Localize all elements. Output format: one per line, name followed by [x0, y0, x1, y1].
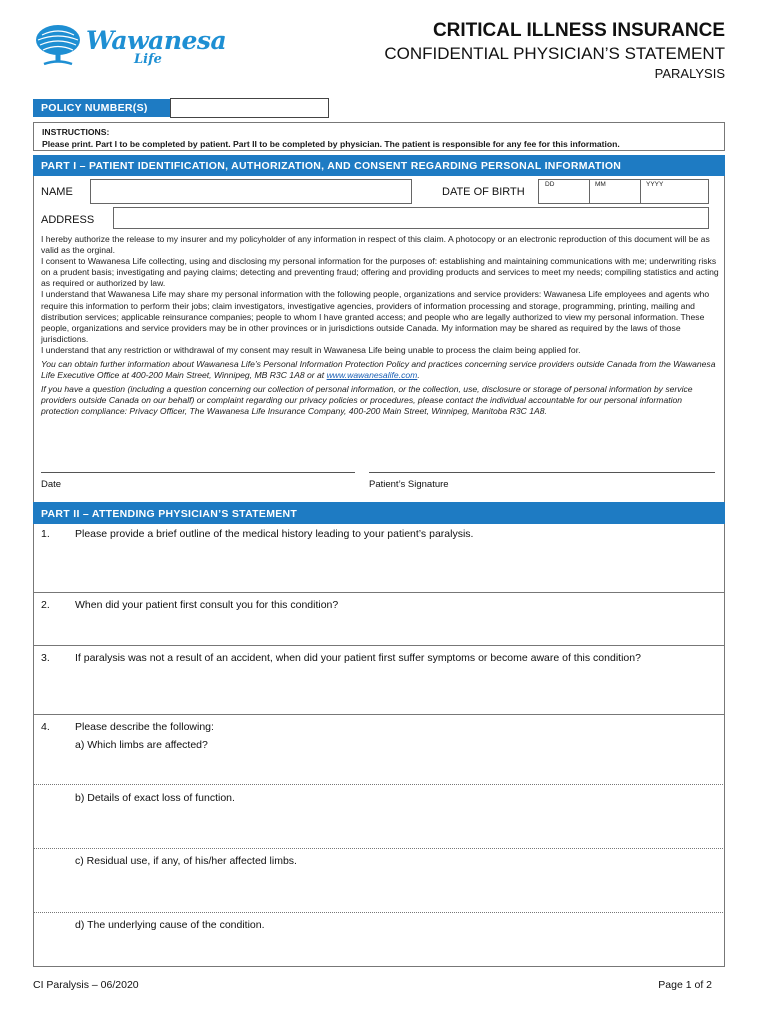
dob-input-group	[538, 179, 709, 204]
policy-number-input[interactable]	[170, 98, 329, 118]
question-4c-text: c) Residual use, if any, of his/her affected limbs.	[75, 855, 297, 867]
question-4d-text: d) The underlying cause of the condition.	[75, 919, 265, 931]
form-subtitle: CONFIDENTIAL PHYSICIAN’S STATEMENT	[384, 44, 725, 63]
question-4-number: 4.	[41, 721, 50, 733]
question-4b-answer-area[interactable]	[34, 809, 724, 847]
divider	[33, 714, 725, 715]
instructions-text: Please print. Part I to be completed by patient. Part II to be completed by physician. The patient is responsible for any fee for this information.	[42, 139, 620, 149]
question-4a-text: a) Which limbs are affected?	[75, 739, 208, 751]
logo-sub-wordmark: Life	[134, 52, 162, 67]
question-2-text: When did your patient first consult you for this condition?	[75, 599, 339, 611]
name-input[interactable]	[90, 179, 412, 204]
consent-para-privacy: If you have a question (including a question concerning our collection of personal information, or the collection, use, disclosure or storage of personal information by service providers outside Canada on our behalf) or complaint regarding our privacy policies or procedures, please contact the individual accountable for our personal information protection compliance: Privacy Officer, The Wawanesa Life Insurance Company, 400-200 Main Street, Winnipeg, Manitoba R3C 1A8.	[41, 384, 693, 417]
question-2-answer-area[interactable]	[34, 616, 724, 645]
dotted-divider	[33, 848, 725, 849]
divider	[33, 592, 725, 593]
patient-signature-label: Patient’s Signature	[369, 479, 449, 490]
question-4d-answer-area[interactable]	[34, 936, 724, 966]
address-label: ADDRESS	[41, 214, 95, 226]
consent-text	[41, 234, 721, 418]
question-1-number: 1.	[41, 528, 50, 540]
consent-para-share: I understand that Wawanesa Life may share my personal information with the following people, organizations and service providers: Wawanesa Life employees and agents who require this information to perform their jobs; claim investigators, investigative agencies, providers of information processing and storage, programming, printing, mailing and distribution services; applicable reinsurance companies; people to whom I have granted access; and people who are legally authorized to view my personal information. These people, organizations and service providers may be in other provinces or in jurisdictions outside Canada. My information may be shared as required by the laws of those jurisdictions.	[41, 289, 710, 344]
consent-para-collect: I consent to Wawanesa Life collecting, using and disclosing my personal information for the purposes of: establishing and maintaining communications with me; underwriting risks on a prudent basis; investigating and paying claims; detecting and preventing fraud; offering and providing products and services to meet my needs; compiling statistics and acting as required or authorized by law.	[41, 256, 719, 289]
signature-line[interactable]	[369, 472, 715, 473]
dob-month-input[interactable]: MM	[595, 181, 606, 188]
consent-para-authorize: I hereby authorize the release to my insurer and my policyholder of any information in respect of this claim. A photocopy or an electronic reproduction of this document will be as valid as the orginal.	[41, 234, 710, 256]
wawanesa-logo	[34, 22, 227, 72]
page-number: Page 1 of 2	[658, 979, 712, 991]
question-4a-answer-area[interactable]	[34, 756, 724, 783]
form-id: CI Paralysis – 06/2020	[33, 979, 139, 991]
consent-policy-text: You can obtain further information about Wawanesa Life’s Personal Information Protection Policy and practices concerning service providers outside Canada from the Wawanesa Life Executive Office at 400-200 Main Street, Winnipeg, MB R3C 1A8 or at	[41, 359, 716, 381]
form-title: CRITICAL ILLNESS INSURANCE	[432, 20, 725, 41]
instructions-heading: INSTRUCTIONS:	[42, 127, 110, 137]
question-3-text: If paralysis was not a result of an accident, when did your patient first suffer symptoms or become aware of this condition?	[75, 652, 641, 664]
question-4b-text: b) Details of exact loss of function.	[75, 792, 235, 804]
question-4c-answer-area[interactable]	[34, 872, 724, 911]
question-2-number: 2.	[41, 599, 50, 611]
question-4-text: Please describe the following:	[75, 721, 214, 733]
website-link[interactable]: www.wawanesalife.com	[326, 370, 418, 381]
logo-wordmark: Wawanesa	[86, 26, 227, 55]
tree-logo-icon	[34, 22, 82, 68]
dotted-divider	[33, 784, 725, 785]
part2-header: PART II – ATTENDING PHYSICIAN’S STATEMENT	[33, 502, 725, 524]
name-label: NAME	[41, 186, 73, 198]
question-3-answer-area[interactable]	[34, 669, 724, 713]
date-label: Date	[41, 479, 62, 490]
question-1-answer-area[interactable]	[34, 546, 724, 592]
dob-label: DATE OF BIRTH	[442, 186, 525, 198]
form-condition: PARALYSIS	[654, 66, 725, 81]
question-3-number: 3.	[41, 652, 50, 664]
consent-para-policy	[41, 359, 721, 381]
address-input[interactable]	[113, 207, 709, 229]
consent-policy-end: .	[417, 370, 420, 381]
dob-year-input[interactable]: YYYY	[646, 181, 664, 188]
instructions-box	[33, 122, 725, 151]
date-line[interactable]	[41, 472, 355, 473]
question-1-text: Please provide a brief outline of the medical history leading to your patient’s paralysis.	[75, 528, 474, 540]
dotted-divider	[33, 912, 725, 913]
dob-day-input[interactable]: DD	[545, 181, 555, 188]
part1-header: PART I – PATIENT IDENTIFICATION, AUTHORIZATION, AND CONSENT REGARDING PERSONAL INFORMATION	[33, 155, 725, 176]
consent-para-withdraw: I understand that any restriction or withdrawal of my consent may result in Wawanesa Life being unable to process the claim being applied for.	[41, 344, 581, 355]
divider	[33, 645, 725, 646]
policy-number-label: POLICY NUMBER(S)	[33, 99, 170, 117]
